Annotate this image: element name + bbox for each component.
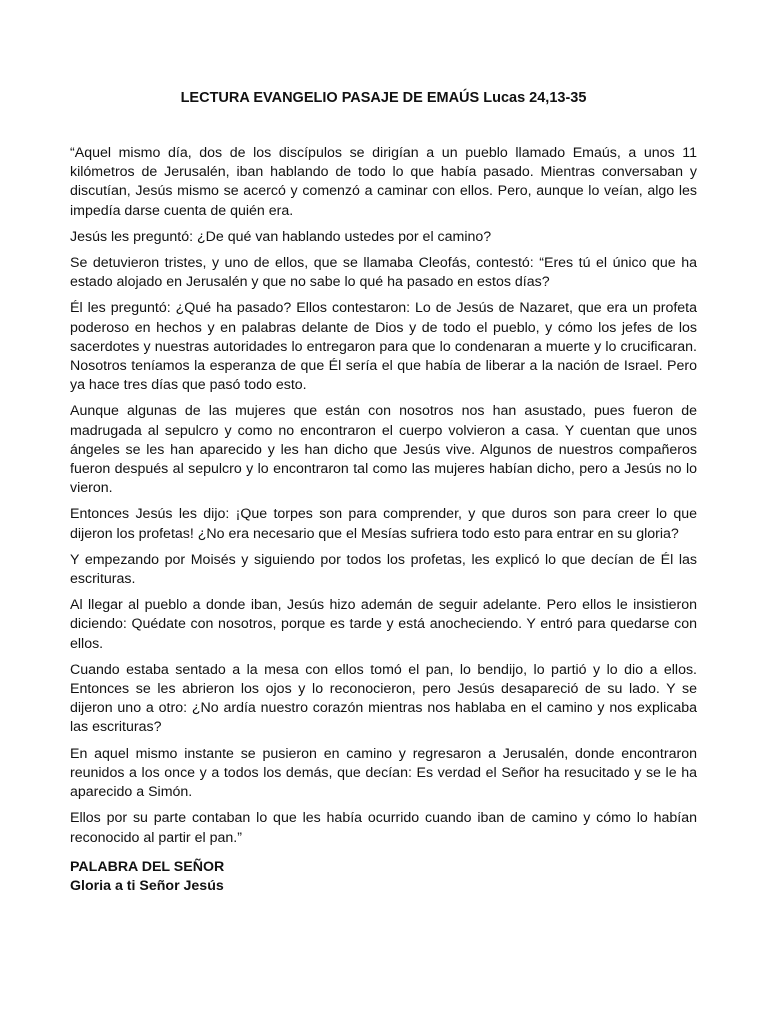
paragraph: Cuando estaba sentado a la mesa con ellos tomó el pan, lo bendijo, lo partió y lo dio a ellos. Entonces se les abrieron los ojos y lo reconocieron, pero Jesús desapareció de su lado. Y se dijeron uno a otro: ¿No ardía nuestro corazón mientras nos hablaba en el camino y nos explicaba las escrituras? bbox=[70, 661, 697, 736]
paragraph: Aunque algunas de las mujeres que están con nosotros nos han asustado, pues fueron de madrugada al sepulcro y como no encontraron el cuerpo volvieron a casa. Y cuentan que unos ángeles se les han aparecido y les han dicho que Jesús vive. Algunos de nuestros compañeros fueron después al sepulcro y lo encontraron tal como las mujeres habían dicho, pero a Jesús no lo vieron. bbox=[70, 403, 697, 497]
document-title: LECTURA EVANGELIO PASAJE DE EMAÚS Lucas 24,13-35 bbox=[180, 90, 587, 106]
paragraph: “Aquel mismo día, dos de los discípulos se dirigían a un pueblo llamado Emaús, a unos 11 kilómetros de Jerusalén, iban hablando de todo lo que había pasado. Mientras conversaban y discutían, Jesús mismo se acercó y comenzó a caminar con ellos. Pero, aunque lo veían, algo les impedía darse cuenta de quién era. bbox=[70, 145, 697, 219]
closing-response: Gloria a ti Señor Jesús bbox=[70, 878, 224, 895]
paragraph: Y empezando por Moisés y siguiendo por todos los profetas, les explicó lo que decían de Él las escrituras. bbox=[70, 551, 697, 588]
paragraph: Él les preguntó: ¿Qué ha pasado? Ellos contestaron: Lo de Jesús de Nazaret, que era un profeta poderoso en hechos y en palabras delante de Dios y de todo el pueblo, y cómo los jefes de los sacerdotes y nuestras autoridades lo entregaron para que lo condenaran a muerte y lo crucificaran. Nosotros teníamos la esperanza de que Él sería el que había de liberar a la nación de Israel. Pero ya hace tres días que pasó todo esto. bbox=[70, 300, 697, 394]
closing-acclamation: PALABRA DEL SEÑOR bbox=[70, 858, 225, 875]
gospel-text bbox=[70, 144, 697, 848]
paragraph: Al llegar al pueblo a donde iban, Jesús hizo ademán de seguir adelante. Pero ellos le insistieron diciendo: Quédate con nosotros, porque es tarde y está anocheciendo. Y entró para quedarse con ellos. bbox=[70, 597, 697, 652]
paragraph: Se detuvieron tristes, y uno de ellos, que se llamaba Cleofás, contestó: “Eres tú el único que ha estado alojado en Jerusalén y que no sabe lo qué ha pasado en estos días? bbox=[70, 255, 697, 291]
paragraph: Ellos por su parte contaban lo que les había ocurrido cuando iban de camino y cómo lo habían reconocido al partir el pan.” bbox=[70, 810, 697, 846]
document-page bbox=[70, 0, 697, 897]
paragraph: Entonces Jesús les dijo: ¡Que torpes son para comprender, y que duros son para creer lo que dijeron los profetas! ¿No era necesario que el Mesías sufriera todo esto para entrar en su gloria? bbox=[70, 506, 697, 542]
paragraph: En aquel mismo instante se pusieron en camino y regresaron a Jerusalén, donde encontraron reunidos a los once y a todos los demás, que decían: Es verdad el Señor ha resucitado y se le ha aparecido a Simón. bbox=[70, 745, 697, 801]
paragraph: Jesús les preguntó: ¿De qué van hablando ustedes por el camino? bbox=[70, 228, 492, 245]
closing-block bbox=[70, 858, 697, 897]
